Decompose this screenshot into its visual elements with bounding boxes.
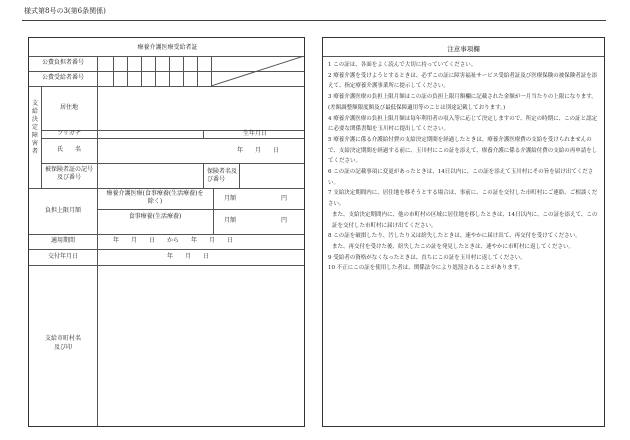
note-item: 4 療養介護医療の負担上限月額は毎年利用者の収入等に応じて決定しますので、所定の時期に、この証と認定に必要な関係書類を玉川村に提出してください。 — [328, 115, 598, 133]
grid-line — [41, 163, 304, 164]
certificate-title: 療養介護医療受給者証 — [137, 44, 198, 51]
grid-line — [41, 138, 304, 139]
validity-range-value: 年 月 日 から 年 月 日 — [113, 237, 234, 244]
note-item: 8 この証を破損したり、汚したり又は紛失したときは、速やかに届け出て、再交付を受けてください。 — [328, 233, 581, 240]
issue-date-label: 交付年月日 — [47, 253, 78, 260]
medical-yen-label: 円 — [281, 195, 288, 202]
furigana-label: フリガナ — [57, 130, 81, 137]
grid-line — [155, 56, 156, 86]
grid-line — [203, 130, 204, 138]
note-item: また、再交付を受けた後、紛失したこの証を発見したときは、速やかに市町村に返してください。 — [332, 243, 575, 250]
note-item: また、支給決定期間内に、他の市町村の区域に居住地を移したときは、14日以内に、この証を添えて、この証を交付した市町村に届け出てください。 — [332, 211, 598, 229]
grid-line — [29, 265, 304, 266]
issue-date-value: 年 月 日 — [167, 253, 210, 260]
recipient-group-label: 支給決定障害者 — [32, 100, 39, 155]
meal-care-label: 食事療養(生活療養) — [128, 213, 182, 220]
notes-title: 注意事項欄 — [447, 45, 480, 53]
meal-yen-label: 円 — [281, 217, 288, 224]
diagonal-slash — [211, 56, 304, 86]
insured-symbol-label: 被保険者証の記号及び番号 — [44, 166, 93, 181]
note-item: 7 支給決定期間内に、居住地を移そうとする場合は、事前に、この証を交付した市町村にご連絡、ご相談ください。 — [328, 190, 598, 208]
meal-monthly-label: 月額 — [224, 217, 237, 224]
grid-line — [97, 209, 304, 210]
notes-list — [328, 60, 600, 274]
medical-monthly-label: 月額 — [224, 195, 237, 202]
grid-line — [183, 56, 184, 86]
cost-limit-label: 負担上限月額 — [44, 207, 81, 214]
note-item: 9 受給者の資格がなくなったときは、直ちにこの証を玉川村に返してください。 — [328, 254, 526, 261]
insurer-name-label: 保険者名及び番号 — [207, 168, 238, 183]
insurer-number-label: 公費負担者番号 — [41, 59, 84, 66]
name-label: 氏 名 — [56, 146, 81, 153]
notes-rule — [323, 56, 604, 57]
grid-line — [29, 234, 304, 235]
grid-line — [113, 56, 114, 86]
note-item: 3 療養介護医療の負担上限月額はこの証の負担上限月額欄に記載された金額が一月当たりの上限になります。(差額調整額限度額及び最低保障適用等のことは別途記載しております。) — [328, 94, 597, 111]
notes-card — [322, 37, 605, 427]
form-caption: 様式第8号の3(第6条関係) — [24, 7, 106, 15]
grid-line — [141, 56, 142, 86]
grid-line — [29, 188, 304, 189]
birth-date-label: 生年月日 — [243, 130, 268, 137]
grid-line — [197, 56, 198, 86]
grid-line — [97, 265, 98, 426]
address-label: 居住地 — [59, 104, 78, 111]
grid-line — [29, 249, 304, 250]
municipality-label: 支給市町村名及び印 — [44, 335, 81, 351]
note-item: 5 療養介護に係る介護給付費の支給決定期間を経過したときは、療養介護医療費の支給を受けられませんので、支給決定期間を経過する前に、玉川村にこの証を添えて、療養介護に係る介護給付費の支給の再申請をしてください。 — [328, 136, 598, 165]
medical-care-label: 療養介護医療(食事療養(生活療養)を除く) — [106, 190, 204, 205]
validity-period-label: 適用期間 — [50, 237, 75, 244]
note-item: 10 不正にこの証を使用した者は、関係法令により処罰されることがあります。 — [328, 265, 524, 272]
note-item: 1 この証は、各面をよく読んで大切に持っていてください。 — [328, 62, 477, 68]
certificate-card — [28, 37, 305, 427]
grid-line — [213, 188, 214, 234]
grid-line — [127, 56, 128, 86]
birth-date-value: 年 月 日 — [237, 147, 280, 154]
note-item: 6 この証の記載事項に変更があったときは、14日以内に、この証を添えて玉川村にその旨を届け出てください。 — [328, 169, 594, 186]
grid-line — [169, 56, 170, 86]
grid-line — [203, 163, 204, 188]
note-item: 2 療養介護を受けようとするときは、必ずこの証に障害福祉サービス受給者証及び医療保険の被保険者証を添えて、指定療養介護事業所に提示してください。 — [328, 72, 598, 90]
header-rule — [22, 20, 606, 21]
grid-line — [97, 86, 98, 265]
grid-line — [29, 86, 304, 87]
grid-line — [97, 56, 98, 86]
grid-line — [41, 86, 42, 188]
grid-line — [239, 163, 240, 188]
recipient-number-label: 公費受給者番号 — [41, 74, 84, 81]
